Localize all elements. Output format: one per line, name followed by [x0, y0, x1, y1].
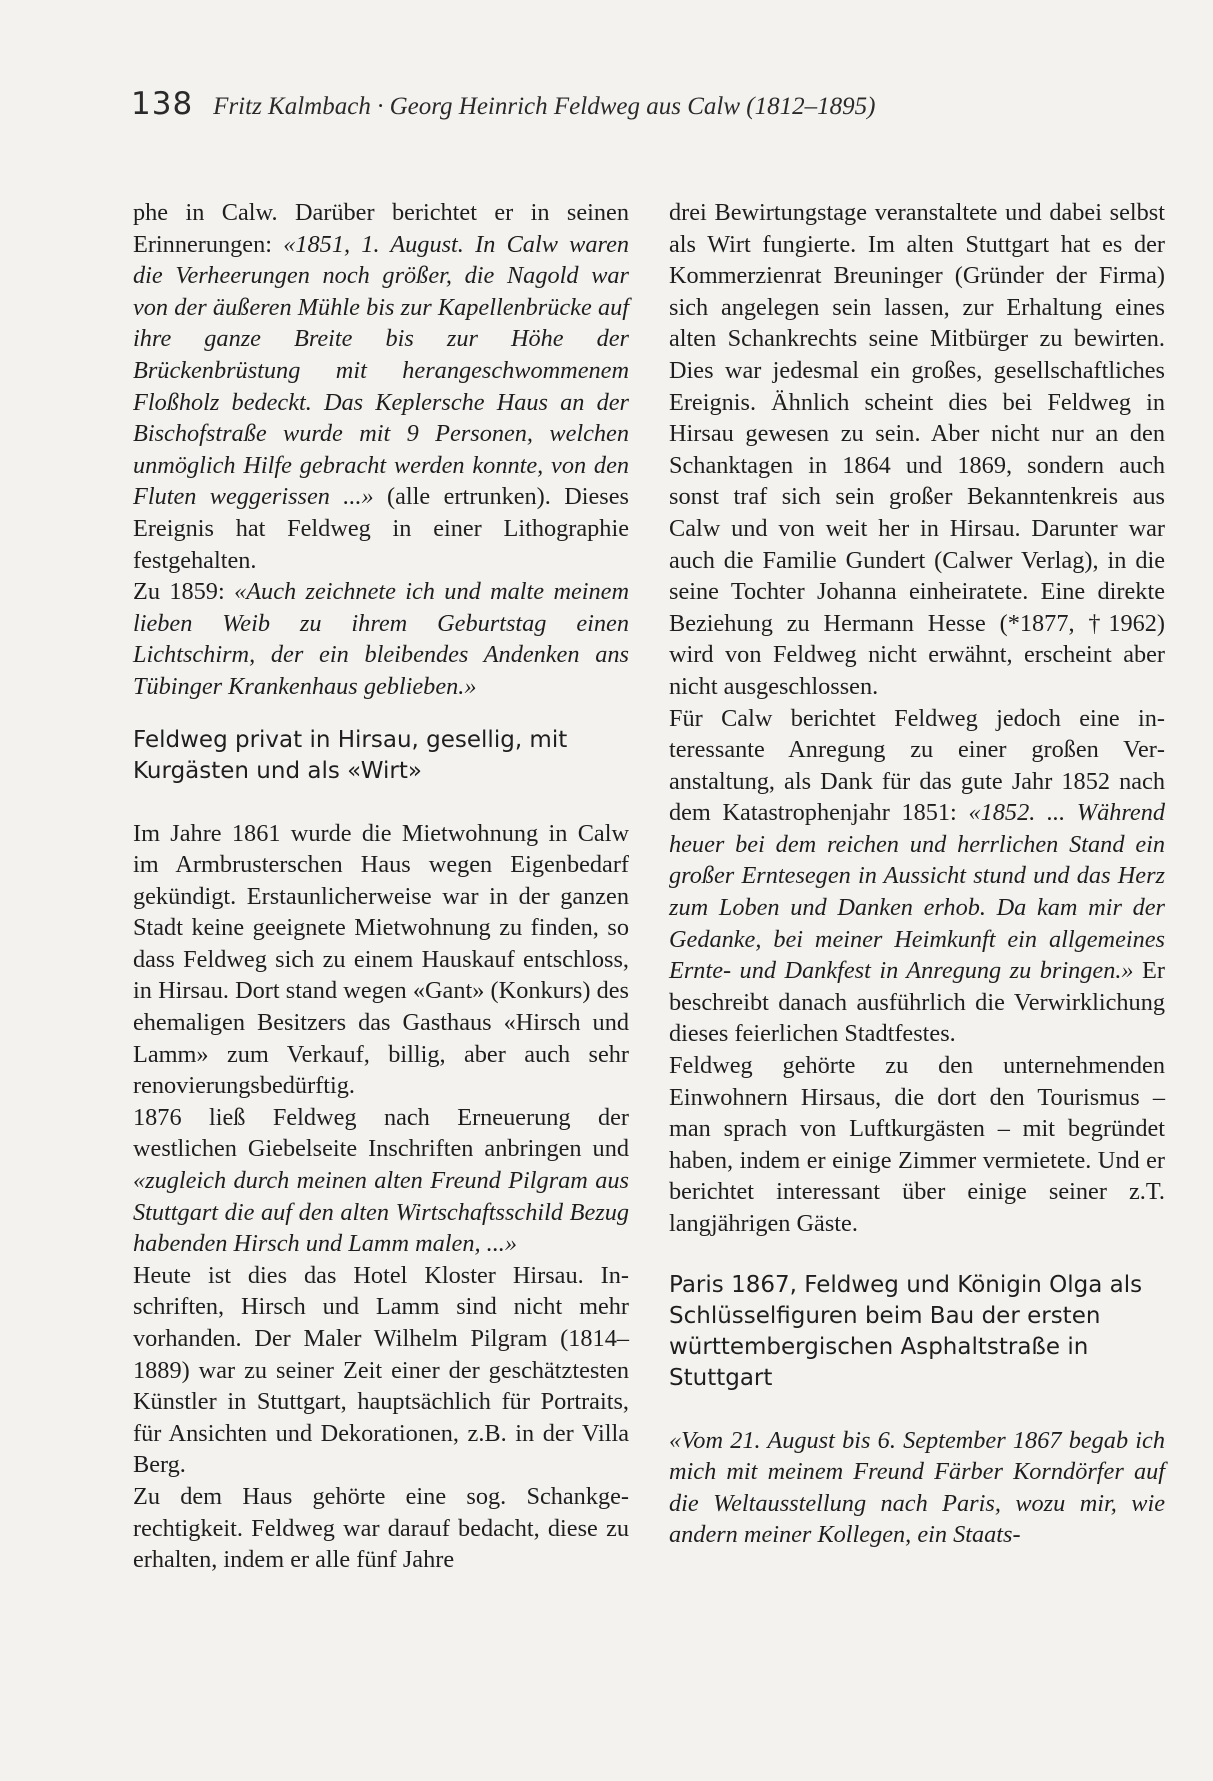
quote: «zugleich durch meinen alten Freund Pilgram aus Stuttgart die auf den alten Wirtschaftsschild Bezug habenden Hirsch und Lamm malen, ...» [133, 1167, 629, 1258]
right-column [669, 197, 1165, 1551]
quote: «1852. ... Während heuer bei dem reichen und herrlichen Stand ein großer Erntesegen in Aussicht stund und das Herz zum Loben und Danken erhob. Da kam mir der Gedanke, bei meiner Heimkunft ein allgemeines Ernte- und Dankfest in Anregung zu bringen.» [669, 799, 1165, 985]
text: Zu 1859: [133, 578, 235, 606]
paragraph: Heute ist dies das Hotel Kloster Hirsau. Inschriften, Hirsch und Lamm sind nicht mehr vorhanden. Der Maler Wilhelm Pilgram (1814–1889) war zu seiner Zeit einer der geschätztesten Künstler in Stuttgart, hauptsächlich für Portraits, für Ansichten und Dekorationen, z.B. in der Villa Berg. [133, 1261, 629, 1479]
text: phe in Calw. Darüber berichtet er in seinen Erinnerungen: [133, 199, 629, 258]
paragraph [133, 1102, 629, 1260]
text: 1876 ließ Feldweg nach Erneuerung der westlichen Giebelseite Inschriften anbringen und [133, 1103, 629, 1163]
running-title: Fritz Kalmbach · Georg Heinrich Feldweg aus Calw (1812–1895) [213, 93, 876, 120]
left-column [133, 197, 629, 1576]
section-heading: Paris 1867, Feldweg und Königin Olga als Schlüsselfiguren beim Bau der ersten württembergischen Asphaltstraße in Stuttgart [669, 1271, 1143, 1391]
paragraph: drei Bewirtungstage veranstaltete und dabei selbst als Wirt fungierte. Im alten Stuttgart hat es der Kommerzienrat Breuninger (Gründer der Firma) sich angelegen sein lassen, zur Erhaltung eines alten Schankrechts seine Mitbürger zu bewirten. Dies war jedesmal ein großes, gesellschaftliches Ereignis. Ähnlich scheint dies bei Feldweg in Hirsau gewesen zu sein. Aber nicht nur an den Schanktagen in 1864 und 1869, sondern auch sonst traf sich sein großer Bekanntenkreis aus Calw und von weit her in Hirsau. Darunter war auch die Familie Gundert (Calwer Verlag), in die seine Tochter Johanna einheiratete. Eine direkte Beziehung zu Hermann Hesse (*1877, †1962) wird von Feldweg nicht erwähnt, erscheint aber nicht ausgeschlossen. [669, 199, 1165, 700]
quote-paragraph: «Vom 21. August bis 6. September 1867 begab ich mich mit meinem Freund Färber Korndörfer auf die Weltausstellung nach Paris, wozu mir, wie andern meiner Kollegen, ein Staats- [669, 1426, 1165, 1549]
paragraph [669, 703, 1165, 1051]
running-header [131, 86, 1131, 122]
paragraph [133, 576, 629, 702]
quote: «1851, 1. August. In Calw waren die Verheerungen noch größer, die Nagold war von der äußeren Mühle bis zur Kapellenbrücke auf ihre ganze Breite bis zur Höhe der Brückenbrüstung mit herangeschwommenem Floßholz bedeckt. Das Keplersche Haus an der Bischofstraße wurde mit 9 Personen, welchen unmöglich Hilfe gebracht werden konnte, von den Fluten weggerissen ...» [133, 230, 629, 511]
section-heading: Feldweg privat in Hirsau, gesellig, mit Kurgästen und als «Wirt» [133, 726, 568, 784]
text: Für Calw berichtet Feldweg jedoch eine interessante Anregung zu einer großen Veranstaltung, als Dank für das gute Jahr 1852 nach dem Katastrophenjahr 1851: [669, 704, 1165, 827]
paragraph [133, 197, 629, 576]
paragraph: Zu dem Haus gehörte eine sog. Schankgerechtigkeit. Feldweg war darauf bedacht, diese zu erhalten, indem er alle fünf Jahre [133, 1482, 629, 1574]
paragraph: Im Jahre 1861 wurde die Mietwohnung in Calw im Armbrusterschen Haus wegen Eigenbedarf gekündigt. Erstaunlicherweise war in der ganzen Stadt keine geeignete Mietwohnung zu finden, so dass Feldweg sich zu einem Hauskauf entschloss, in Hirsau. Dort stand wegen «Gant» (Konkurs) des ehemaligen Besitzers das Gasthaus «Hirsch und Lamm» zum Verkauf, billig, aber auch sehr renovierungsbedürftig. [133, 819, 629, 1100]
text: Er beschreibt danach ausführlich die Verwirklichung dieses feierlichen Stadtfestes. [669, 957, 1165, 1048]
quote: «Auch zeichnete ich und malte meinem lieben Weib zu ihrem Geburtstag einen Lichtschirm, der ein bleibendes Andenken ans Tübinger Krankenhaus geblieben.» [133, 578, 630, 700]
text: (alle ertrunken). Dieses Ereignis hat Feldweg in einer Lithographie festgehalten. [133, 483, 629, 574]
page-number: 138 [131, 86, 194, 122]
paragraph: Feldweg gehörte zu den unternehmenden Einwohnern Hirsaus, die dort den Tourismus – man sprach von Luftkurgästen – mit begründet haben, indem er einige Zimmer vermietete. Und er berichtet interessant über einige seiner z.T. langjährigen Gäste. [669, 1052, 1165, 1237]
